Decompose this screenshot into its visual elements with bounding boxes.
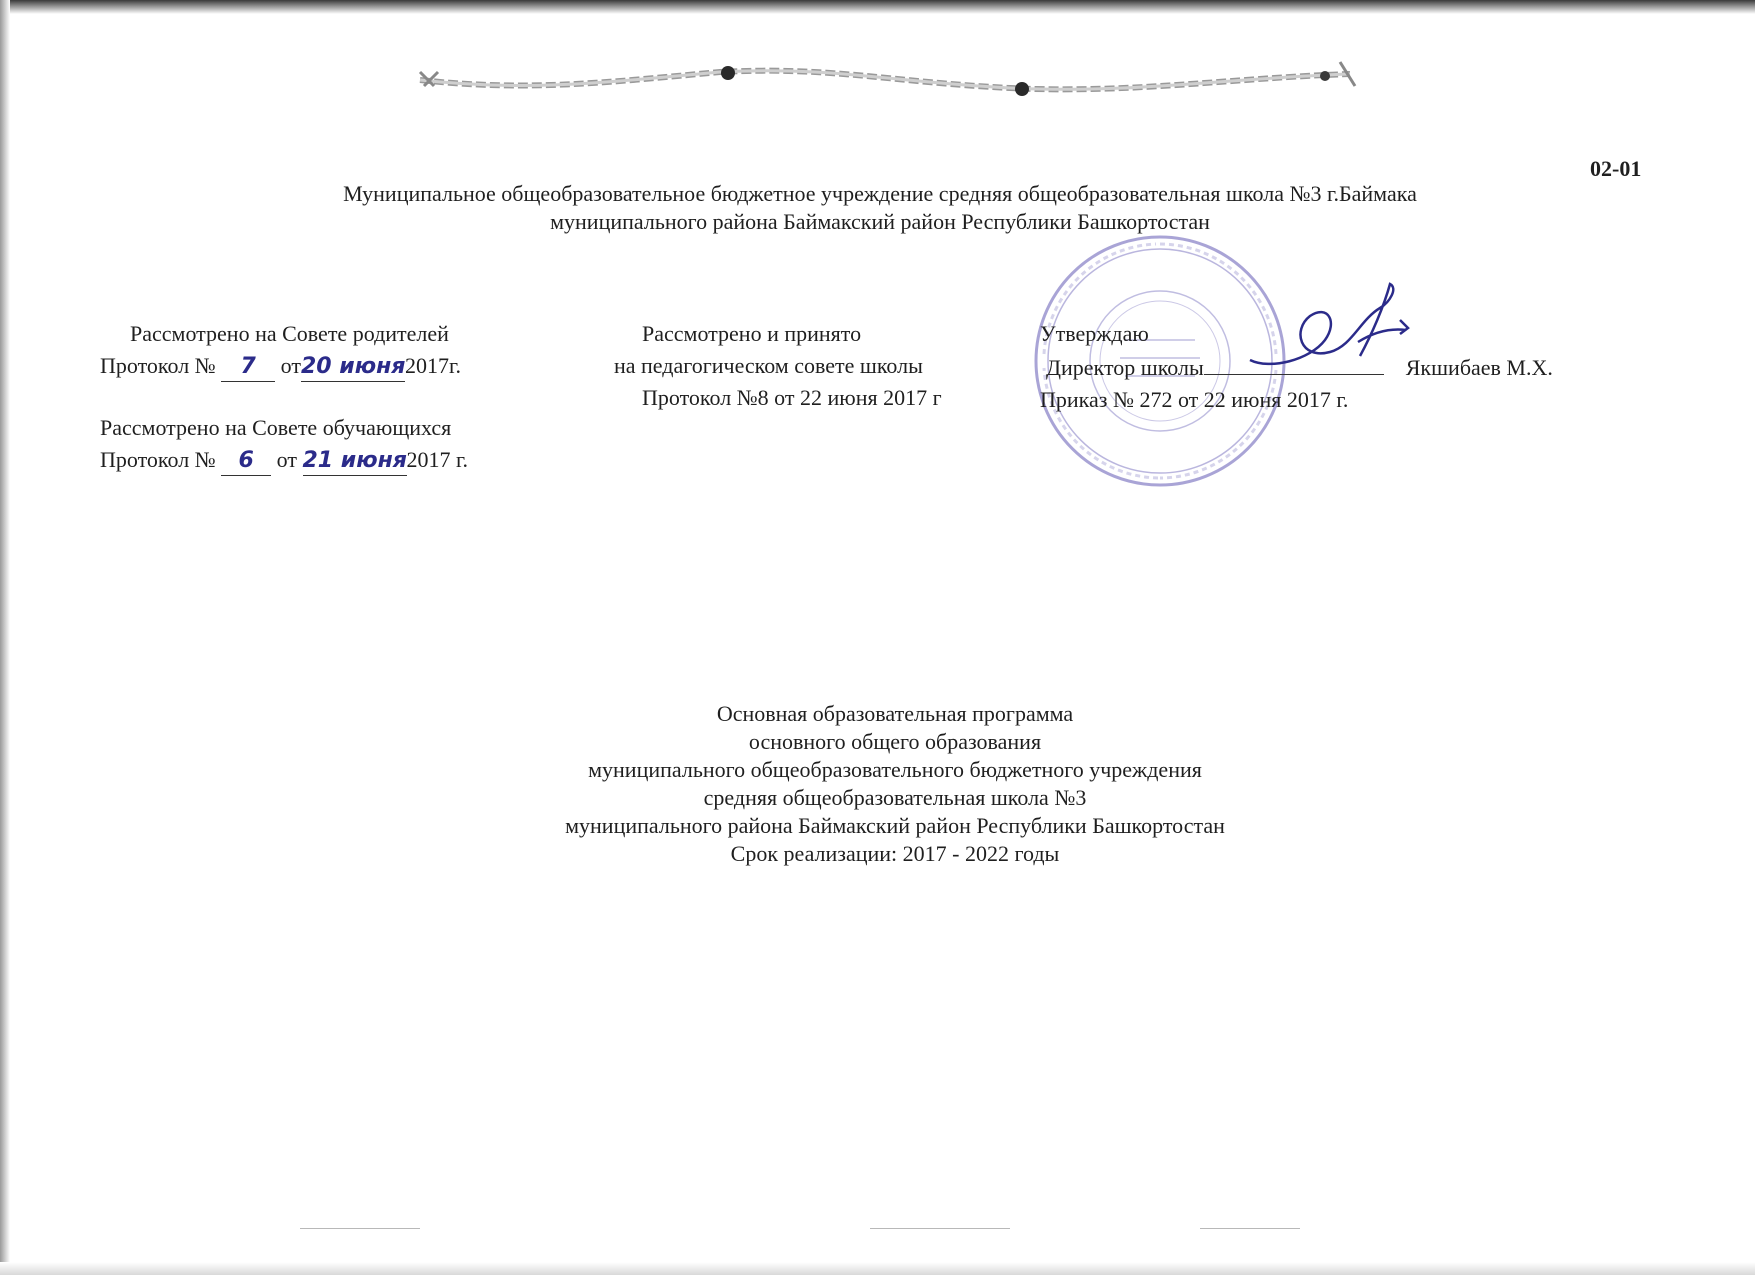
date-handwritten: 20 июня bbox=[301, 355, 405, 382]
council-line: Рассмотрено и принято bbox=[642, 321, 862, 346]
parents-council-block bbox=[100, 318, 461, 382]
program-title-line: Срок реализации: 2017 - 2022 годы bbox=[730, 841, 1060, 866]
scan-edge-left bbox=[0, 0, 10, 1275]
parents-council-title: Рассмотрено на Совете родителей bbox=[130, 321, 449, 346]
date-prefix: от bbox=[276, 447, 297, 472]
students-council-block bbox=[100, 412, 468, 476]
year-suffix: 2017г. bbox=[405, 353, 462, 378]
protocol-prefix: Протокол № bbox=[100, 353, 216, 378]
council-line: на педагогическом совете школы bbox=[614, 353, 923, 378]
order-line: Приказ № 272 от 22 июня 2017 г. bbox=[1040, 387, 1349, 412]
header-line: Муниципальное общеобразовательное бюджетное учреждение средняя общеобразовательная школа №3 г.Баймака bbox=[343, 181, 1417, 206]
director-label: Директор школы bbox=[1046, 355, 1204, 380]
signature-line bbox=[1204, 350, 1384, 375]
date-prefix: от bbox=[280, 353, 301, 378]
document-code: 02-01 bbox=[1590, 156, 1642, 181]
scan-edge-top bbox=[0, 0, 1755, 14]
approval-title: Утверждаю bbox=[1040, 321, 1149, 346]
institution-header bbox=[180, 180, 1580, 236]
parents-council-protocol bbox=[100, 350, 461, 382]
students-council-protocol bbox=[100, 444, 468, 476]
program-title-line: Основная образовательная программа bbox=[716, 701, 1074, 726]
program-title-line: муниципального общеобразовательного бюджетного учреждения bbox=[588, 757, 1202, 782]
scan-artifact bbox=[300, 1228, 420, 1229]
program-title-line: муниципального района Баймакский район Республики Башкортостан bbox=[565, 813, 1225, 838]
scan-artifact bbox=[1200, 1228, 1300, 1229]
year-suffix: 2017 г. bbox=[406, 447, 469, 472]
council-line: Протокол №8 от 22 июня 2017 г bbox=[642, 385, 942, 410]
director-name: Якшибаев М.Х. bbox=[1405, 355, 1553, 380]
scan-artifact bbox=[870, 1228, 1010, 1229]
program-title bbox=[300, 700, 1490, 868]
director-approval-block bbox=[1040, 318, 1553, 416]
date-handwritten: 21 июня bbox=[303, 449, 407, 476]
protocol-prefix: Протокол № bbox=[100, 447, 216, 472]
scan-edge-bottom bbox=[0, 1262, 1755, 1275]
binding-cord-image bbox=[410, 52, 1360, 112]
director-line bbox=[1040, 350, 1553, 384]
pedagogical-council-block bbox=[614, 318, 942, 414]
header-line: муниципального района Баймакский район Республики Башкортостан bbox=[550, 209, 1210, 234]
program-title-line: основного общего образования bbox=[748, 729, 1042, 754]
protocol-number-handwritten: 6 bbox=[221, 449, 271, 476]
protocol-number-handwritten: 7 bbox=[221, 355, 275, 382]
program-title-line: средняя общеобразовательная школа №3 bbox=[703, 785, 1087, 810]
students-council-title: Рассмотрено на Совете обучающихся bbox=[100, 415, 452, 440]
